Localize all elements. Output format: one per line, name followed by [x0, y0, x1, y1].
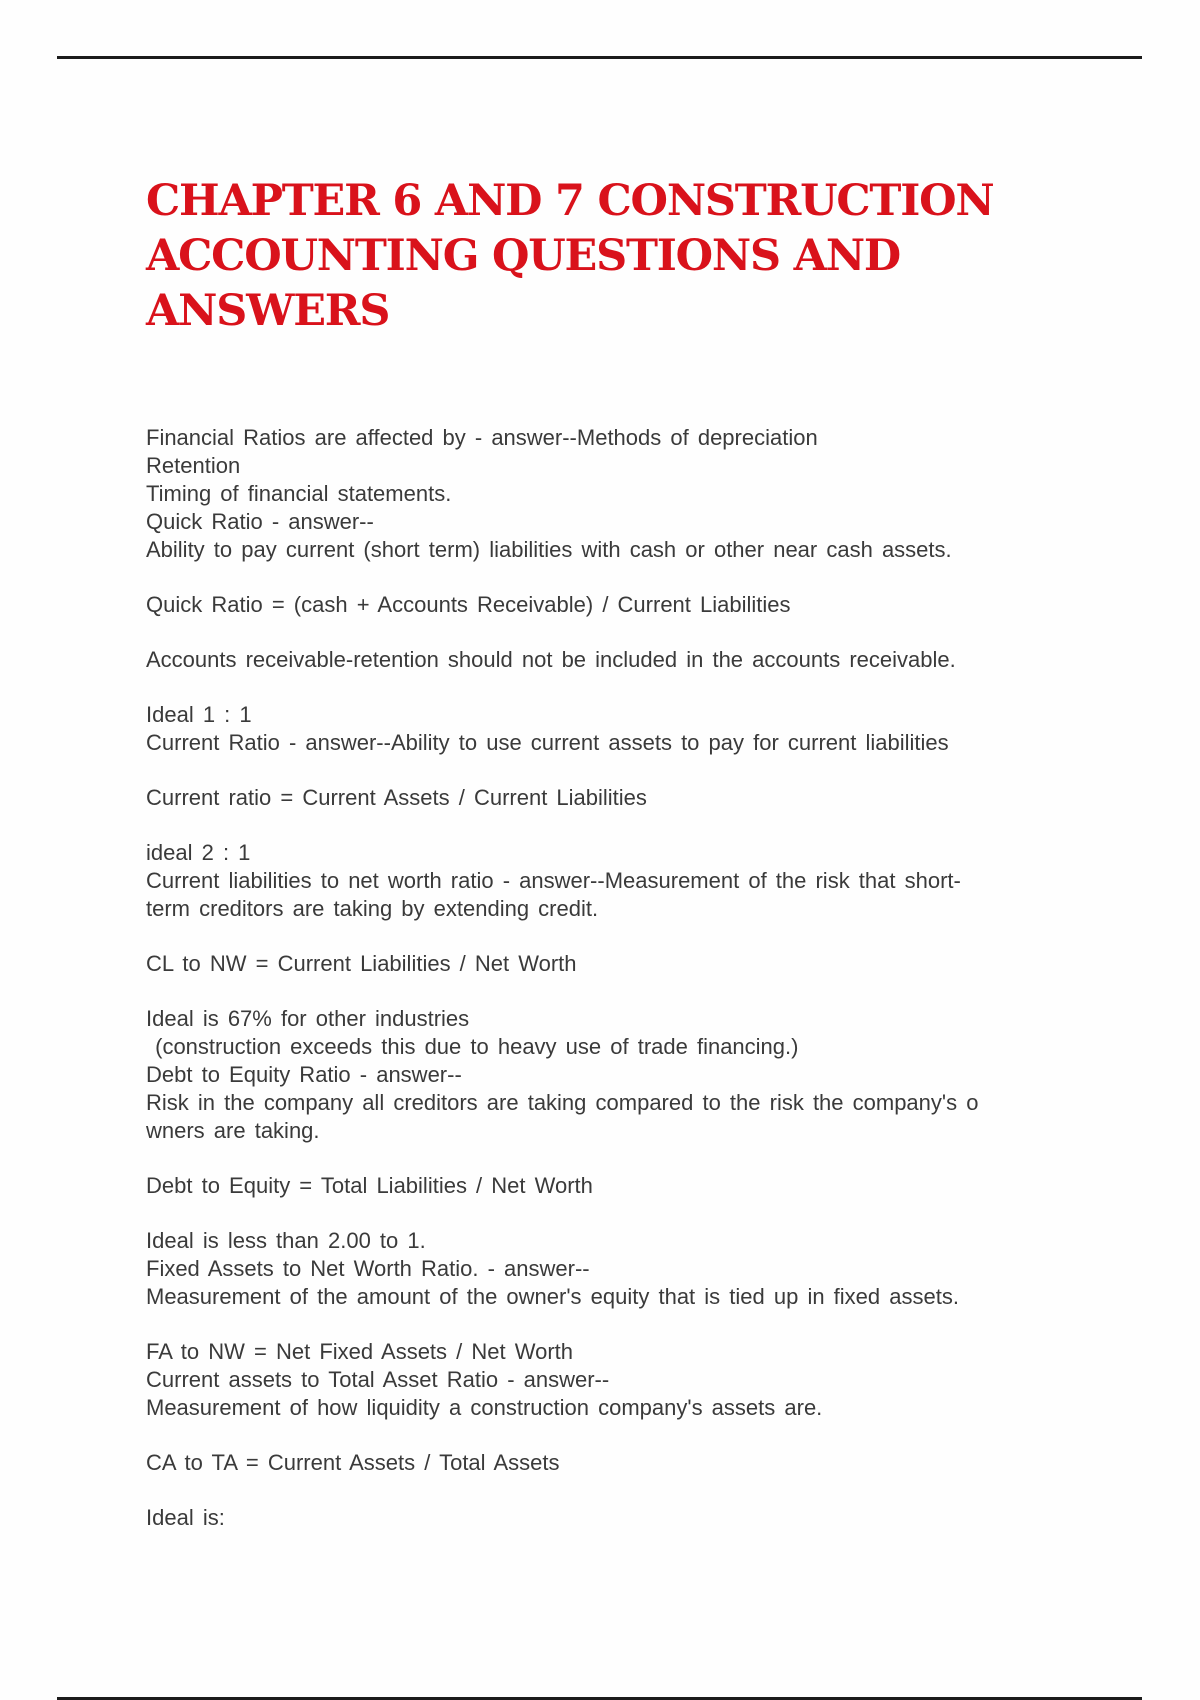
paragraph-gap [146, 1200, 1066, 1227]
title-line: ANSWERS [146, 286, 390, 336]
paragraph-gap [146, 1422, 1066, 1449]
paragraph-gap [146, 674, 1066, 701]
body-line: Ability to pay current (short term) liabilities with cash or other near cash assets. [146, 537, 952, 562]
body-line: Ideal is 67% for other industries [146, 1006, 470, 1031]
body-line: Fixed Assets to Net Worth Ratio. - answer-- [146, 1256, 590, 1281]
body-line: Ideal 1 : 1 [146, 702, 252, 727]
header-rule [57, 56, 1142, 59]
body-line: (construction exceeds this due to heavy use of trade financing.) [146, 1034, 799, 1059]
body-line: Ideal is less than 2.00 to 1. [146, 1228, 426, 1253]
paragraph-gap [146, 1477, 1066, 1504]
paragraph-gap [146, 978, 1066, 1005]
body-line: Debt to Equity = Total Liabilities / Net Worth [146, 1173, 593, 1198]
title-line: CHAPTER 6 AND 7 CONSTRUCTION [146, 176, 994, 226]
paragraph-gap [146, 812, 1066, 839]
paragraph-gap [146, 757, 1066, 784]
title-line: ACCOUNTING QUESTIONS AND [146, 231, 901, 281]
body-line: Current liabilities to net worth ratio - answer--Measurement of the risk that short- [146, 868, 961, 893]
body-line: Timing of financial statements. [146, 481, 452, 506]
paragraph-gap [146, 923, 1066, 950]
body-line: CA to TA = Current Assets / Total Assets [146, 1450, 560, 1475]
paragraph-gap [146, 1145, 1066, 1172]
body-line: wners are taking. [146, 1118, 320, 1143]
body-line: Current ratio = Current Assets / Current Liabilities [146, 785, 647, 810]
body-line: Retention [146, 453, 241, 478]
body-line: ideal 2 : 1 [146, 840, 251, 865]
body-line: Ideal is: [146, 1505, 225, 1530]
body-line: Measurement of the amount of the owner's equity that is tied up in fixed assets. [146, 1284, 959, 1309]
body-line: FA to NW = Net Fixed Assets / Net Worth [146, 1339, 574, 1364]
body-line: Risk in the company all creditors are taking compared to the risk the company's o [146, 1090, 979, 1115]
body-line: CL to NW = Current Liabilities / Net Worth [146, 951, 577, 976]
body-line: Current Ratio - answer--Ability to use current assets to pay for current liabilities [146, 730, 949, 755]
body-line: Quick Ratio = (cash + Accounts Receivable) / Current Liabilities [146, 592, 791, 617]
paragraph-gap [146, 619, 1066, 646]
body-line: Measurement of how liquidity a construction company's assets are. [146, 1395, 823, 1420]
paragraph-gap [146, 564, 1066, 591]
body-line: term creditors are taking by extending credit. [146, 896, 599, 921]
body-line: Current assets to Total Asset Ratio - answer-- [146, 1367, 610, 1392]
body-line: Quick Ratio - answer-- [146, 509, 374, 534]
body-line: Accounts receivable-retention should not be included in the accounts receivable. [146, 647, 956, 672]
document-body [146, 424, 1066, 1532]
body-line: Financial Ratios are affected by - answer--Methods of depreciation [146, 425, 818, 450]
body-line: Debt to Equity Ratio - answer-- [146, 1062, 462, 1087]
paragraph-gap [146, 1311, 1066, 1338]
document-title [146, 174, 1026, 339]
